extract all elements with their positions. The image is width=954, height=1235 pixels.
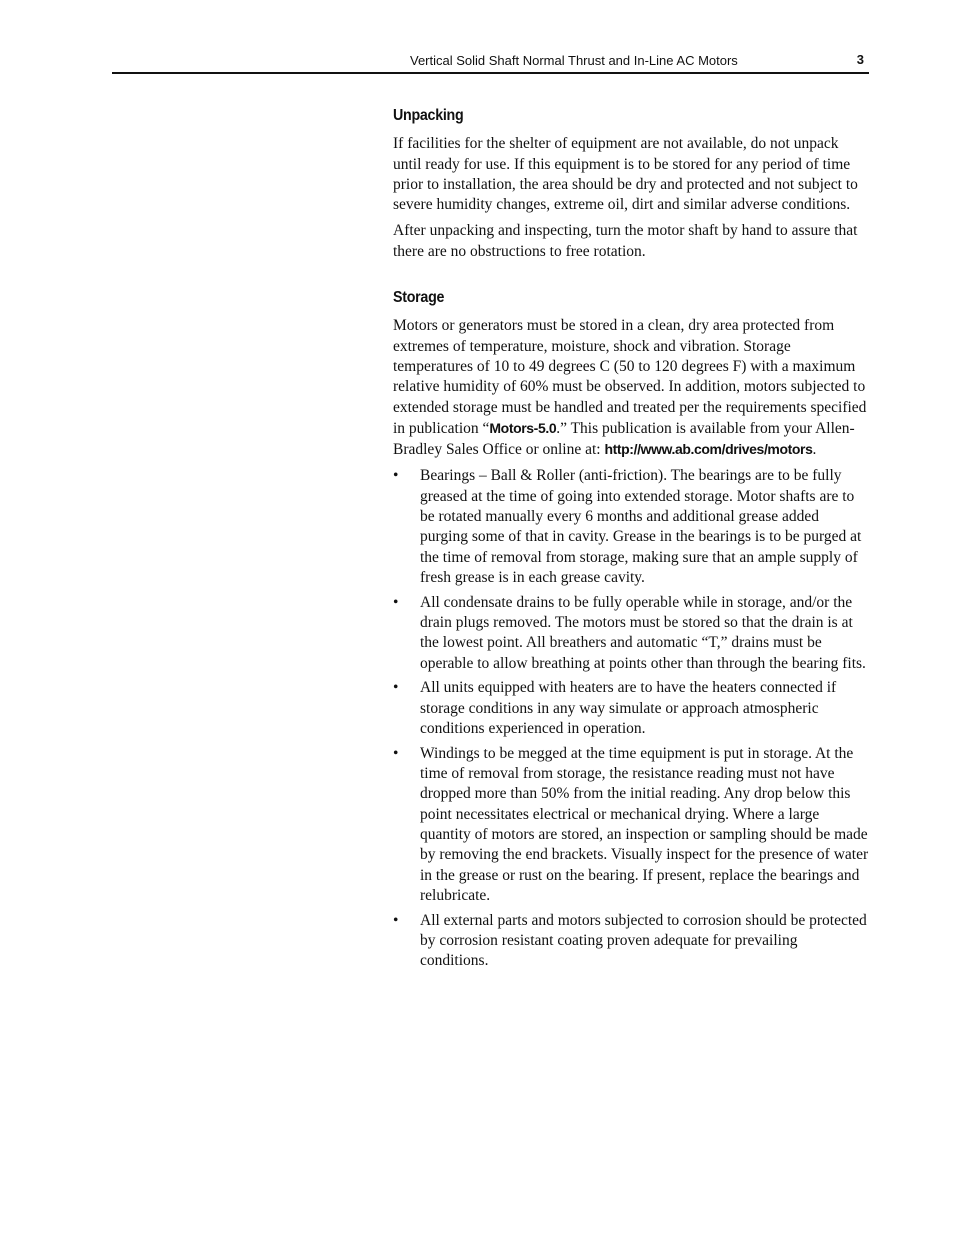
unpacking-heading: Unpacking [393,107,464,124]
section-spacer [393,268,869,288]
bullet-icon: • [393,467,399,485]
storage-intro-text-2: .” This publication is available from your Allen-Bradley Sales Office or online at: [393,419,855,459]
storage-bullet-list [393,466,869,971]
unpacking-section [393,106,869,262]
bullet-icon: • [393,679,399,697]
storage-intro-text-1: Motors or generators must be stored in a clean, dry area protected from extremes of temperature, moisture, shock and vibration. Storage temperatures of 10 to 49 degrees C (50 to 120 degrees F) with a maximum relative humidity of 60% must be observed. In addition, motors subjected to extended storage must be handled and treated per the requirements specified in publication “ [393,317,867,437]
list-item [393,744,869,906]
storage-intro-text-3: . [812,441,817,459]
list-item [393,911,869,972]
storage-heading: Storage [393,289,445,307]
list-item-text: All condensate drains to be fully operable while in storage, and/or the drain plugs removed. The motors must be stored so that the drain is at the lowest point. All breathers and automatic “T,” drains must be operable to allow breathing at points other than through the bearing fits. [420,593,866,672]
bullet-icon: • [393,911,399,929]
page-content [393,106,869,976]
unpacking-paragraph-2: After unpacking and inspecting, turn the motor shaft by hand to assure that there are no obstructions to free rotation. [393,222,858,260]
list-item [393,466,869,588]
list-item-text: Windings to be megged at the time equipment is put in storage. At the time of removal from storage, the resistance reading must not have dropped more than 50% from the initial reading. Any drop below this point necessitates electrical or mechanical drying. Where a large quantity of motors are stored, an inspection or sampling should be made by removing the end brackets. Visually inspect for the presence of water in the grease or rust on the bearing. If present, replace the bearings and relubricate. [420,744,869,904]
storage-section [393,288,869,972]
unpacking-paragraph-1: If facilities for the shelter of equipment are not available, do not unpack until ready for use. If this equipment is to be stored for any period of time prior to installation, the area should be dry and protected and not subject to severe humidity changes, extreme oil, dirt and similar adverse conditions. [393,135,858,214]
publication-reference: Motors-5.0 [489,419,557,436]
page-number: 3 [856,52,864,67]
list-item [393,593,869,674]
page-header [112,50,869,74]
bullet-icon: • [393,593,399,611]
storage-intro [393,316,869,460]
motors-url-link[interactable]: http://www.ab.com/drives/motors [604,441,813,458]
list-item-text: All external parts and motors subjected to corrosion should be protected by corrosion resistant coating proven adequate for prevailing conditions. [420,911,867,970]
bullet-icon: • [393,744,399,762]
header-title: Vertical Solid Shaft Normal Thrust and In-Line AC Motors [410,53,738,68]
list-item-text: Bearings – Ball & Roller (anti-friction). The bearings are to be fully greased at the time of going into extended storage. Motor shafts are to be rotated manually every 6 months and additional grease added purging some of that in cavity. Grease in the bearings is to be purged at the time of removal from storage, making sure that an ample supply of fresh grease is in each grease cavity. [420,467,862,586]
list-item-text: All units equipped with heaters are to have the heaters connected if storage conditions in any way simulate or approach atmospheric conditions experienced in operation. [420,679,837,738]
list-item [393,678,869,739]
